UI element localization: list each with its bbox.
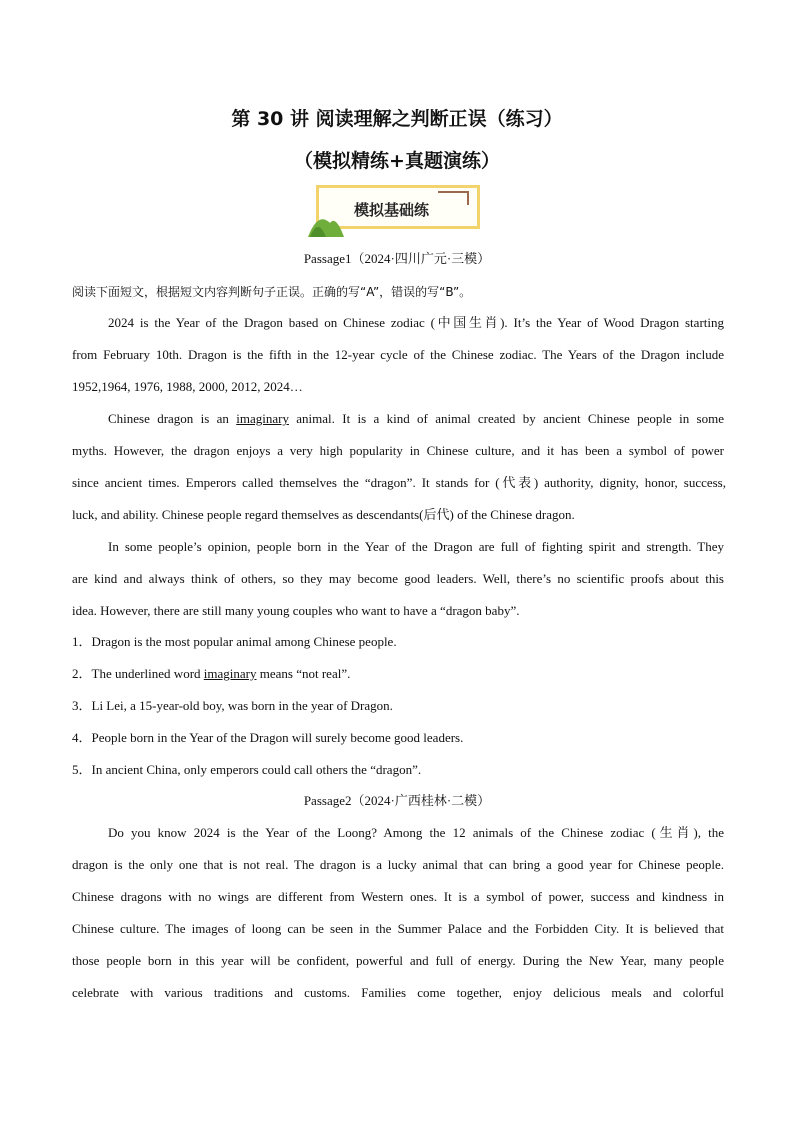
page-subtitle: （模拟精练+真题演练） [294, 150, 500, 172]
passage1-p1-line3: 1952,1964, 1976, 1988, 2000, 2012, 2024… [72, 379, 303, 394]
question-2-underlined-word: imaginary [203, 666, 257, 681]
underlined-word: imaginary [236, 411, 289, 426]
passage1-p3-line2: are kind and always think of others, so they may become good leaders. Well, there’s no scientific proofs about this [72, 571, 724, 586]
question-2-start: 2．The underlined word [72, 666, 201, 681]
question-5: 5．In ancient China, only emperors could call others the “dragon”. [72, 762, 422, 777]
passage1-p3-line1: In some people’s opinion, people born in the Year of the Dragon are full of fighting spirit and strength. They [108, 539, 724, 554]
passage1-p2-rest: animal. It is a kind of animal created by ancient Chinese people in some [296, 411, 725, 426]
passage2-line3: Chinese dragons with no wings are different from Western ones. It is a symbol of power, success and kindness in [72, 889, 724, 904]
passage1-p2-line1 [108, 410, 724, 428]
passage2-line4: Chinese culture. The images of loong can be seen in the Summer Palace and the Forbidden City. It is believed that [72, 921, 724, 936]
passage1-p2-line4: luck, and ability. Chinese people regard themselves as descendants(后代) of the Chinese dragon. [72, 507, 575, 522]
passage2-line6: celebrate with various traditions and customs. Families come together, enjoy delicious meals and colorful [72, 985, 724, 1000]
passage1-p3-line3: idea. However, there are still many young couples who want to have a “dragon baby”. [72, 603, 520, 618]
question-3: 3．Li Lei, a 15-year-old boy, was born in the year of Dragon. [72, 698, 393, 713]
passage1-p1-line1: 2024 is the Year of the Dragon based on Chinese zodiac (中国生肖). It’s the Year of Wood Dragon starting [108, 315, 724, 330]
banner-corner-mark-vertical [467, 191, 469, 205]
passage1-p1-line2: from February 10th. Dragon is the fifth in the 12-year cycle of the Chinese zodiac. The Years of the Dragon include [72, 347, 724, 362]
passage1-p2-line3: since ancient times. Emperors called themselves the “dragon”. It stands for (代表) authority, dignity, honor, success, [72, 475, 726, 490]
passage2-line2: dragon is the only one that is not real. The dragon is a lucky animal that can bring a good year for Chinese people. [72, 857, 724, 872]
question-2-rest: means “not real”. [259, 666, 351, 681]
banner-label: 模拟基础练 [354, 201, 430, 219]
passage1-p2-start: Chinese dragon is an [108, 411, 229, 426]
passage1-p2-line2: myths. However, the dragon enjoys a very high popularity in Chinese culture, and it has been a symbol of power [72, 443, 724, 458]
passage1-heading: Passage1（2024·四川广元·三模） [303, 251, 491, 266]
question-2 [72, 665, 724, 683]
page-title: 第 30 讲 阅读理解之判断正误（练习） [231, 108, 563, 130]
question-1: 1．Dragon is the most popular animal among Chinese people. [72, 634, 397, 649]
passage2-heading: Passage2（2024·广西桂林·二模） [303, 793, 491, 808]
hills-icon [308, 205, 348, 237]
banner-corner-mark [438, 191, 468, 193]
section-banner [308, 183, 484, 237]
passage1-instruction: 阅读下面短文，根据短文内容判断句子正误。正确的写“A”，错误的写“B”。 [72, 285, 472, 299]
question-4: 4．People born in the Year of the Dragon will surely become good leaders. [72, 730, 464, 745]
passage2-line5: those people born in this year will be confident, powerful and full of energy. During the New Year, many people [72, 953, 724, 968]
passage2-line1: Do you know 2024 is the Year of the Loong? Among the 12 animals of the Chinese zodiac (生肖), the [108, 825, 724, 840]
